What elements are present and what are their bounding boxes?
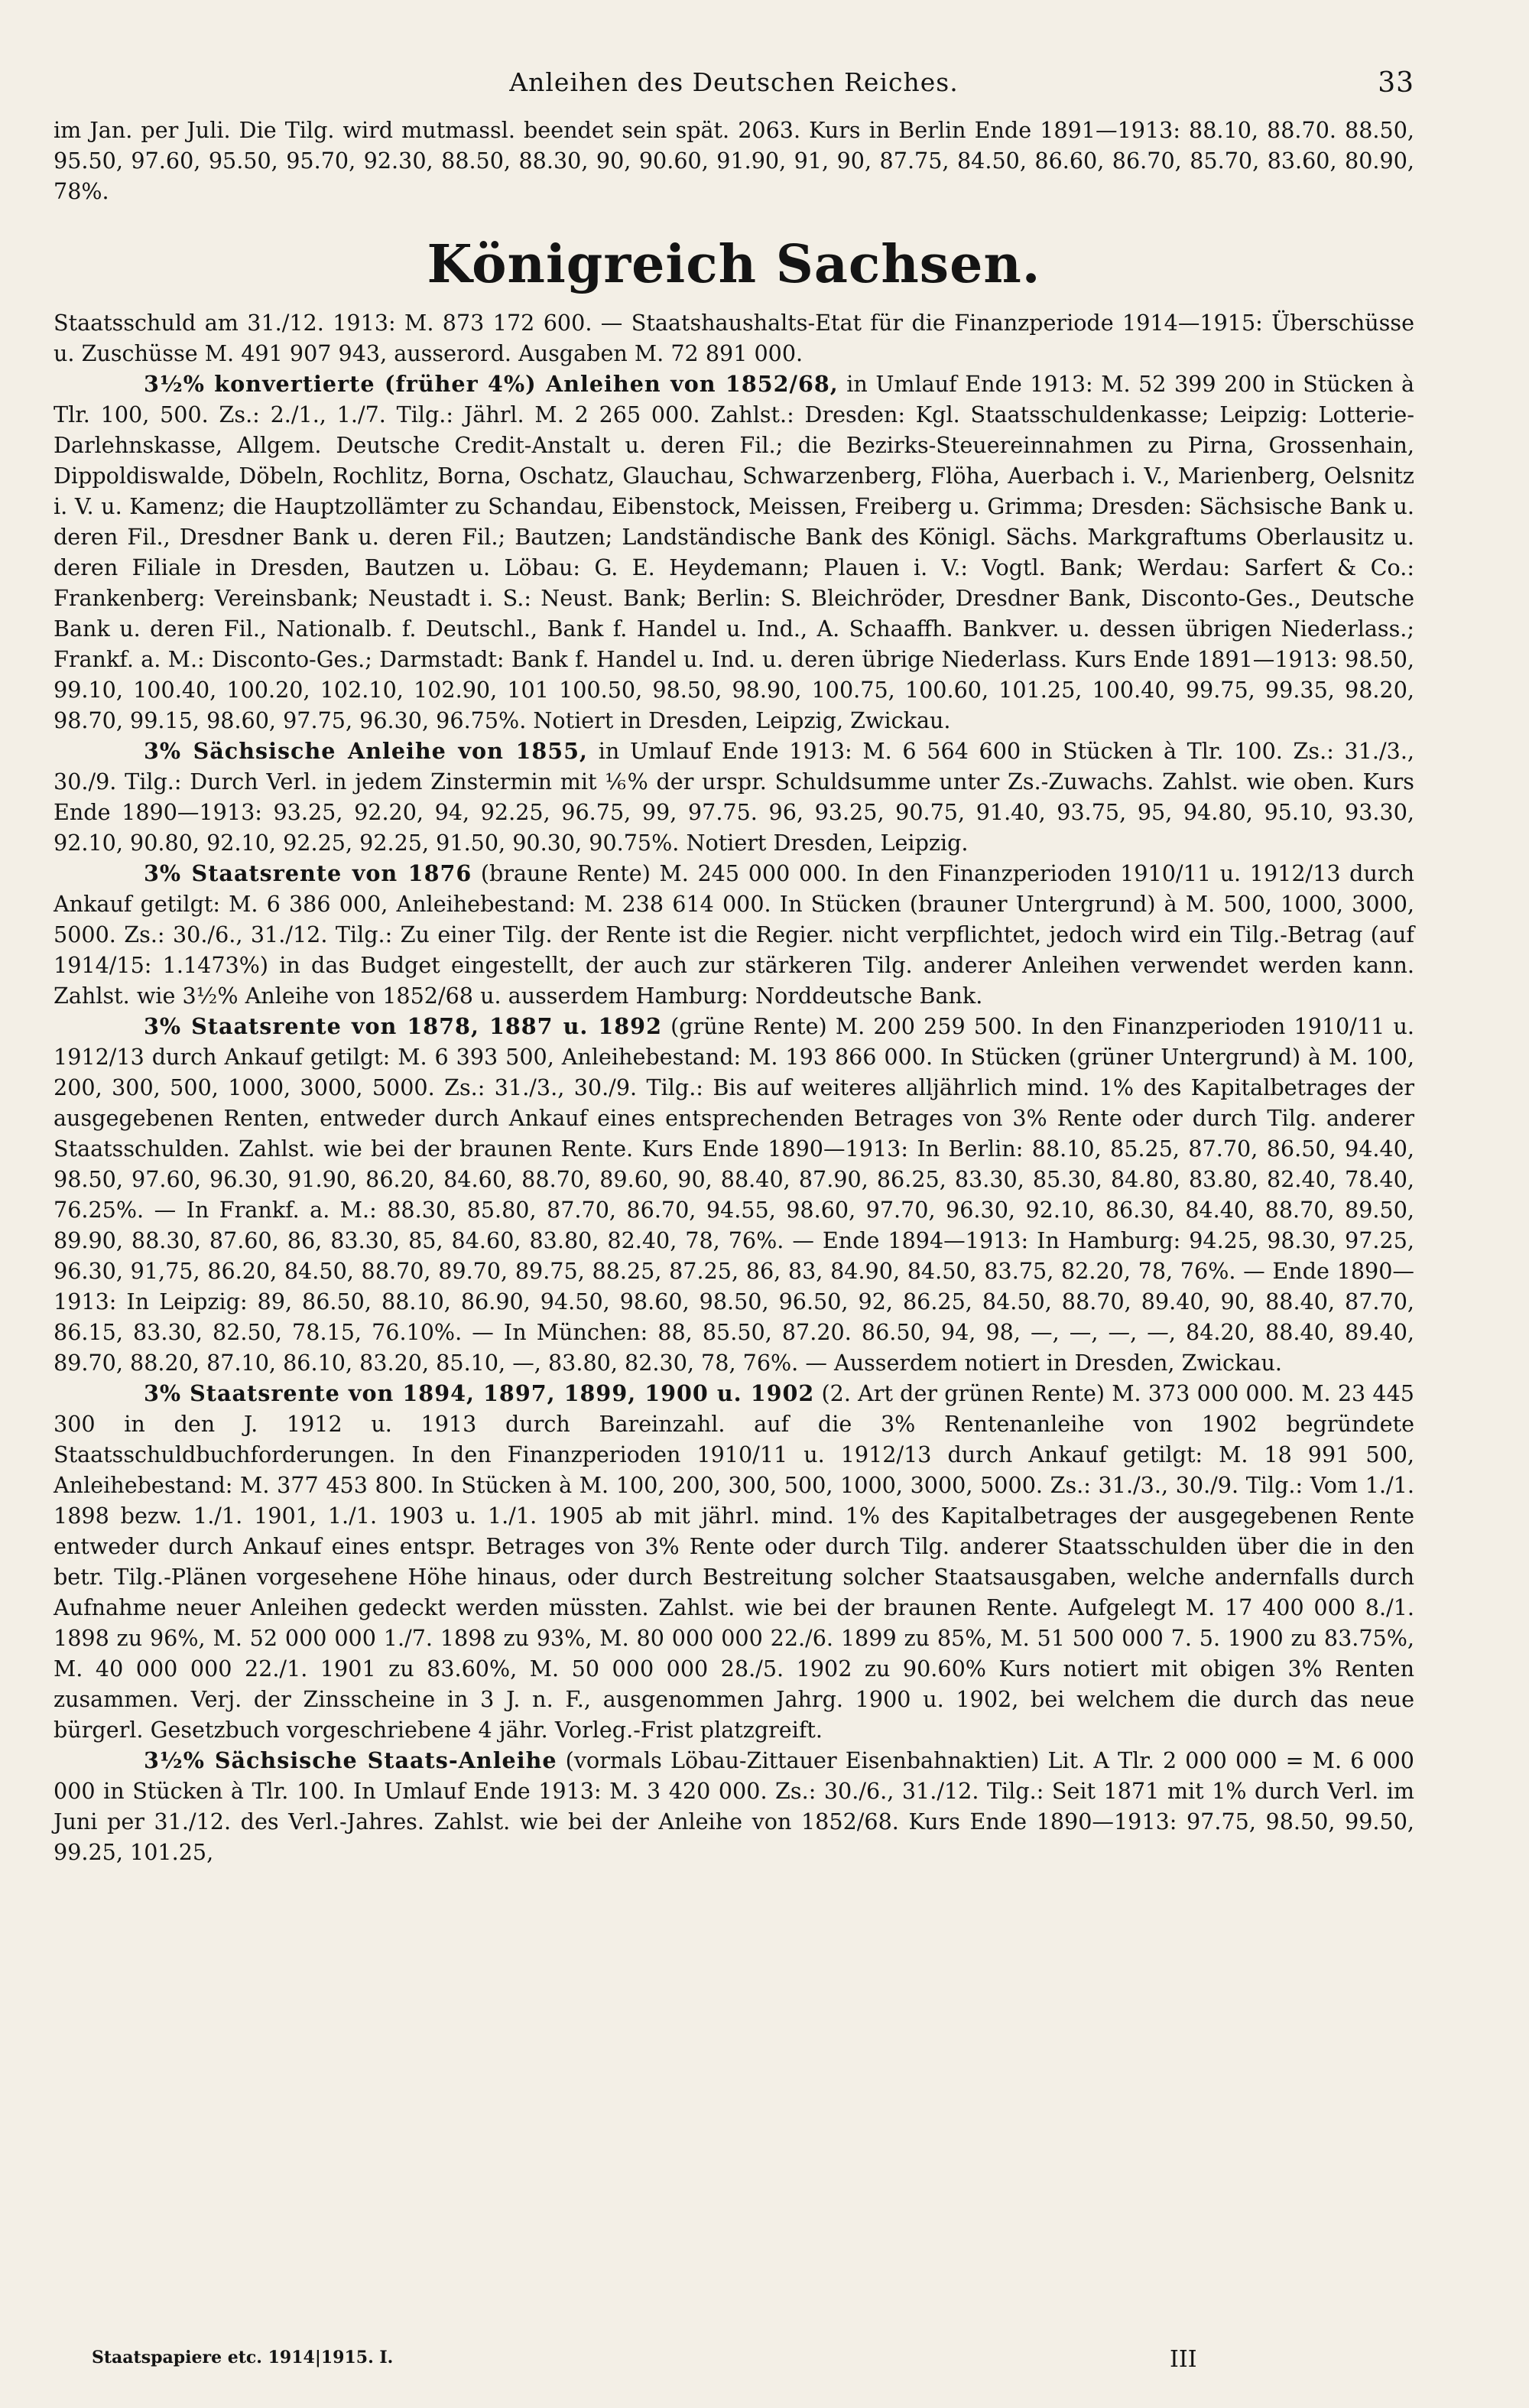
entry-text: (2. Art der grünen Rente) M. 373 000 000. M. 23 445 300 in den J. 1912 u. 1913 durch Bareinzahl. auf die 3% Rentenanleihe von 1902 begründete Staatsschuldbuchforderungen. In den Finanzperioden 1910/11 u. 1912/13 durch Ankauf getilgt: M. 18 991 500, Anleihebestand: M. 377 453 800. In Stücken à M. 100, 200, 300, 500, 1000, 3000, 5000. Zs.: 31./3., 30./9. Tilg.: Vom 1./1. 1898 bezw. 1./1. 1901, 1./1. 1903 u. 1./1. 1905 ab mit jährl. mind. 1% des Kapitalbetrages der ausgegebenen Rente entweder durch Ankauf eines entspr. Betrages von 3% Rente oder durch Tilg. anderer Staatsschulden über die in den betr. Tilg.-Plänen vorgesehene Höhe hinaus, oder durch Bestreitung solcher Staatsausgaben, welche andernfalls durch Aufnahme neuer Anleihen gedeckt werden müssten. Zahlst. wie bei der braunen Rente. Aufgelegt M. 17 400 000 8./1. 1898 zu 96%, M. 52 000 000 1./7. 1898 zu 93%, M. 80 000 000 22./6. 1899 zu 85%, M. 51 500 000 7. 5. 1900 zu 83.75%, M. 40 000 000 22./1. 1901 zu 83.60%, M. 50 000 000 28./5. 1902 zu 90.60% Kurs notiert mit obigen 3% Renten zusammen. Verj. der Zinsscheine in 3 J. n. F., ausgenommen Jahrg. 1900 u. 1902, bei welchem die durch das neue bürgerl. Gesetzbuch vorgeschriebene 4 jähr. Vorleg.-Frist platzgreift. (54, 1380, 1414, 1743)
footer-source: Staatspapiere etc. 1914|1915. I. (92, 2348, 394, 2367)
document-body (54, 115, 1414, 1867)
entry-text: (grüne Rente) M. 200 259 500. In den Finanzperioden 1910/11 u. 1912/13 durch Ankauf getilgt: M. 6 393 500, Anleihebestand: M. 193 866 000. In Stücken (grüner Untergrund) à M. 100, 200, 300, 500, 1000, 3000, 5000. Zs.: 31./3., 30./9. Tilg.: Bis auf weiteres alljährlich mind. 1% des Kapitalbetrages der ausgegebenen Renten, entweder durch Ankauf eines entsprechenden Betrages von 3% Rente oder durch Tilg. anderer Staatsschulden. Zahlst. wie bei der braunen Rente. Kurs Ende 1890—1913: In Berlin: 88.10, 85.25, 87.70, 86.50, 94.40, 98.50, 97.60, 96.30, 91.90, 86.20, 84.60, 88.70, 89.60, 90, 88.40, 87.90, 86.25, 83.30, 85.30, 84.80, 83.80, 82.40, 78.40, 76.25%. — In Frankf. a. M.: 88.30, 85.80, 87.70, 86.70, 94.55, 98.60, 97.70, 96.30, 92.10, 86.30, 84.40, 88.70, 89.50, 89.90, 88.30, 87.60, 86, 83.30, 85, 84.60, 83.80, 82.40, 78, 76%. — Ende 1894—1913: In Hamburg: 94.25, 98.30, 97.25, 96.30, 91,75, 86.20, 84.50, 88.70, 89.70, 89.75, 88.25, 87.25, 86, 83, 84.90, 84.50, 83.75, 82.20, 78, 76%. — Ende 1890—1913: In Leipzig: 89, 86.50, 88.10, 86.90, 94.50, 98.60, 98.50, 96.50, 92, 86.25, 84.50, 88.70, 89.40, 90, 88.40, 87.70, 86.15, 83.30, 82.50, 78.15, 76.10%. — In München: 88, 85.50, 87.20. 86.50, 94, 98, —, —, —, —, 84.20, 88.40, 89.40, 89.70, 88.20, 87.10, 86.10, 83.20, 85.10, —, 83.80, 82.30, 78, 76%. — Ausserdem notiert in Dresden, Zwickau. (54, 1013, 1414, 1376)
summary-paragraph: Staatsschuld am 31./12. 1913: M. 873 172 600. — Staatshaushalts-Etat für die Finanzperiode 1914—1915: Überschüsse u. Zuschüsse M. 491 907 943, ausserord. Ausgaben M. 72 891 000. (54, 310, 1414, 366)
running-title: Anleihen des Deutschen Reiches. (509, 67, 959, 97)
page-footer (92, 2346, 1330, 2373)
entry-title: 3% Sächsische Anleihe von 1855, (144, 738, 589, 764)
entry-paragraph (54, 1378, 1414, 1745)
signature-mark: III (1170, 2346, 1197, 2373)
page-header (54, 54, 1414, 115)
entry-text: in Umlauf Ende 1913: M. 52 399 200 in Stücken à Tlr. 100, 500. Zs.: 2./1., 1./7. Tilg.: Jährl. M. 2 265 000. Zahlst.: Dresden: Kgl. Staatsschuldenkasse; Leipzig: Lotterie-Darlehnskasse, Allgem. Deutsche Credit-Anstalt u. deren Fil.; die Bezirks-Steuereinnahmen zu Pirna, Grossenhain, Dippoldiswalde, Döbeln, Rochlitz, Borna, Oschatz, Glauchau, Schwarzenberg, Flöha, Auerbach i. V., Marienberg, Oelsnitz i. V. u. Kamenz; die Hauptzollämter zu Schandau, Eibenstock, Meissen, Freiberg u. Grimma; Dresden: Sächsische Bank u. deren Fil., Dresdner Bank u. deren Fil.; Bautzen; Landständische Bank des Königl. Sächs. Markgraftums Oberlausitz u. deren Filiale in Dresden, Bautzen u. Löbau: G. E. Heydemann; Plauen i. V.: Vogtl. Bank; Werdau: Sarfert & Co.: Frankenberg: Vereinsbank; Neustadt i. S.: Neust. Bank; Berlin: S. Bleichröder, Dresdner Bank, Disconto-Ges., Deutsche Bank u. deren Fil., Nationalb. f. Deutschl., Bank f. Handel u. Ind., A. Schaaffh. Bankver. u. dessen übrigen Niederlass.; Frankf. a. M.: Disconto-Ges.; Darmstadt: Bank f. Handel u. Ind. u. deren übrige Niederlass. Kurs Ende 1891—1913: 98.50, 99.10, 100.40, 100.20, 102.10, 102.90, 101 100.50, 98.50, 98.90, 100.75, 100.60, 101.25, 100.40, 99.75, 99.35, 98.20, 98.70, 99.15, 98.60, 97.75, 96.30, 96.75%. Notiert in Dresden, Leipzig, Zwickau. (54, 371, 1415, 733)
section-title: Königreich Sachsen. (427, 234, 1041, 295)
entry-title: 3½% Sächsische Staats-Anleihe (144, 1747, 557, 1773)
entry-text: (vormals Löbau-Zittauer Eisenbahnaktien) Lit. A Tlr. 2 000 000 = M. 6 000 000 in Stücken à Tlr. 100. In Umlauf Ende 1913: M. 3 420 000. Zs.: 30./6., 31./12. Tilg.: Seit 1871 mit 1% durch Verl. im Juni per 31./12. des Verl.-Jahres. Zahlst. wie bei der Anleihe von 1852/68. Kurs Ende 1890—1913: 97.75, 98.50, 99.50, 99.25, 101.25, (54, 1747, 1414, 1865)
entry-paragraph (54, 858, 1414, 1011)
entry-title: 3½% konvertierte (früher 4%) Anleihen von 1852/68, (144, 371, 839, 397)
page-number: 33 (1378, 67, 1414, 99)
entry-paragraph (54, 1745, 1414, 1867)
entry-paragraph (54, 1011, 1414, 1378)
entry-text: in Umlauf Ende 1913: M. 6 564 600 in Stücken à Tlr. 100. Zs.: 31./3., 30./9. Tilg.: Durch Verl. in jedem Zinstermin mit ⅙% der urspr. Schuldsumme unter Zs.-Zuwachs. Zahlst. wie oben. Kurs Ende 1890—1913: 93.25, 92.20, 94, 92.25, 96.75, 99, 97.75. 96, 93.25, 90.75, 91.40, 93.75, 95, 94.80, 95.10, 93.30, 92.10, 90.80, 92.10, 92.25, 92.25, 91.50, 90.30, 90.75%. Notiert Dresden, Leipzig. (54, 738, 1414, 856)
entry-paragraph (54, 369, 1414, 736)
entry-text: (braune Rente) M. 245 000 000. In den Finanzperioden 1910/11 u. 1912/13 durch Ankauf getilgt: M. 6 386 000, Anleihebestand: M. 238 614 000. In Stücken (brauner Untergrund) à M. 500, 1000, 3000, 5000. Zs.: 30./6., 31./12. Tilg.: Zu einer Tilg. der Rente ist die Regier. nicht verpflichtet, jedoch wird ein Tilg.-Betrag (auf 1914/15: 1.1473%) in das Budget eingestellt, der auch zur stärkeren Tilg. anderer Anleihen verwendet werden kann. Zahlst. wie 3½% Anleihe von 1852/68 u. ausserdem Hamburg: Norddeutsche Bank. (54, 860, 1415, 1009)
entry-title: 3% Staatsrente von 1894, 1897, 1899, 1900 u. 1902 (144, 1380, 815, 1406)
entry-title: 3% Staatsrente von 1876 (144, 860, 472, 886)
intro-paragraph: im Jan. per Juli. Die Tilg. wird mutmassl. beendet sein spät. 2063. Kurs in Berlin Ende 1891—1913: 88.10, 88.70. 88.50, 95.50, 97.60, 95.50, 95.70, 92.30, 88.50, 88.30, 90, 90.60, 91.90, 91, 90, 87.75, 84.50, 86.60, 86.70, 85.70, 83.60, 80.90, 78%. (54, 117, 1414, 204)
entry-paragraph (54, 736, 1414, 858)
entry-title: 3% Staatsrente von 1878, 1887 u. 1892 (144, 1013, 662, 1039)
